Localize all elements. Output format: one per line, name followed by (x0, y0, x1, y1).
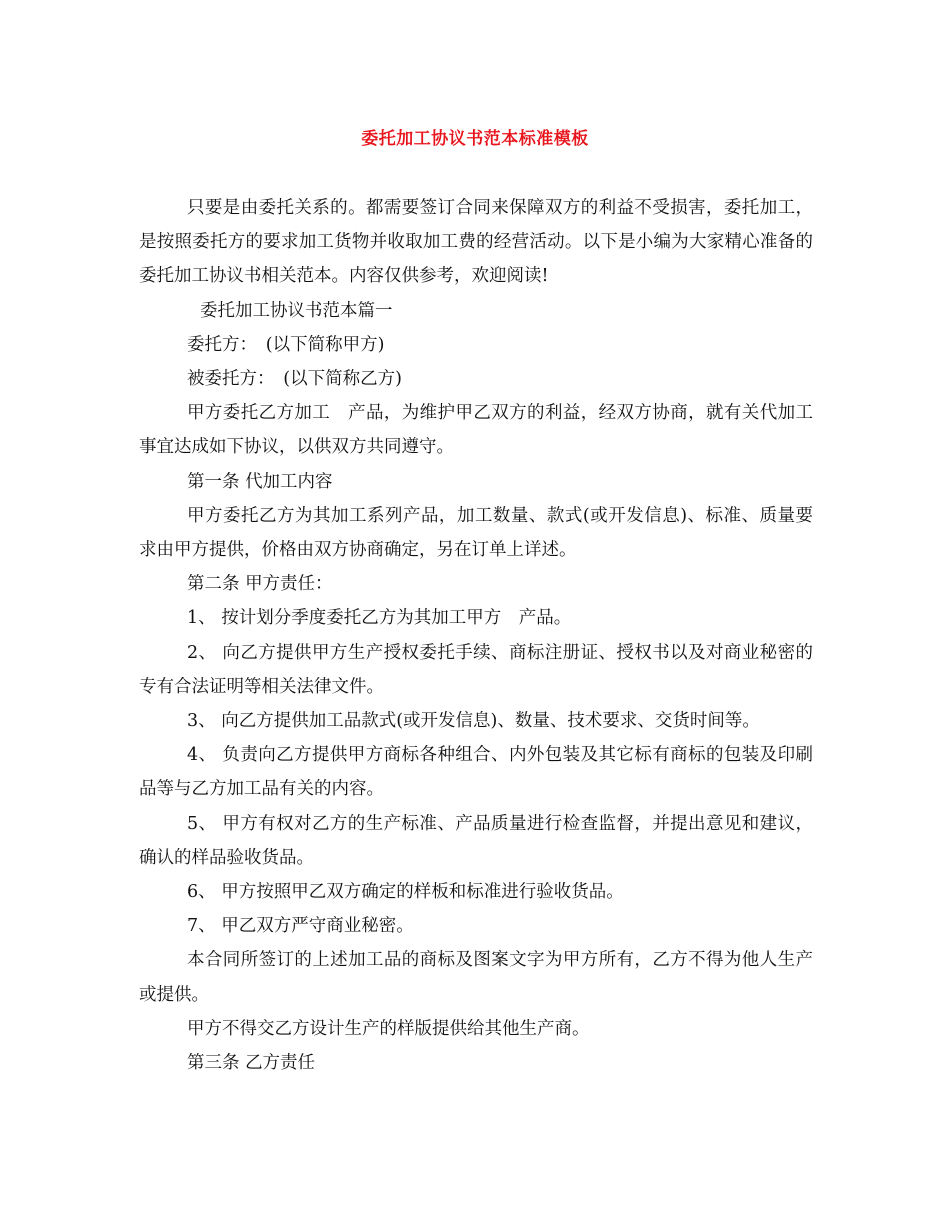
article-2-item-3: 3、 向乙方提供加工品款式(或开发信息)、数量、技术要求、交货时间等。 (187, 711, 760, 732)
article-1-content: 甲方委托乙方为其加工系列产品，加工数量、款式(或开发信息)、标准、质量要求由甲方提供，价格由双方协商确定，另在订单上详述。 (139, 505, 813, 561)
article-2-item-4: 4、 负责向乙方提供甲方商标各种组合、内外包装及其它标有商标的包装及印刷品等与乙方加工品有关的内容。 (139, 745, 813, 800)
article-1-heading: 第一条 代加工内容 (187, 471, 333, 492)
article-2-item-5: 5、 甲方有权对乙方的生产标准、产品质量进行检查监督，并提出意见和建议，确认的样品验收货品。 (139, 813, 813, 868)
section-subtitle: 委托加工协议书范本篇一 (200, 300, 393, 321)
document-title: 委托加工协议书范本标准模板 (361, 129, 589, 149)
trademark-clause: 本合同所签订的上述加工品的商标及图案文字为甲方所有，乙方不得为他人生产或提供。 (139, 950, 813, 1005)
article-2-heading: 第二条 甲方责任： (187, 574, 333, 595)
party-a-line: 委托方： (以下简称甲方) (187, 334, 385, 355)
party-b-line: 被委托方： (以下简称乙方) (187, 369, 402, 390)
agreement-preamble: 甲方委托乙方加工 产品，为维护甲乙双方的利益，经双方协商，就有关代加工事宜达成如下协议，以供双方共同遵守。 (139, 403, 813, 458)
intro-paragraph: 只要是由委托关系的。都需要签订合同来保障双方的利益不受损害，委托加工，是按照委托方的要求加工货物并收取加工费的经营活动。以下是小编为大家精心准备的委托加工协议书相关范本。内容仅供参考，欢迎阅读! (139, 198, 813, 287)
sample-clause: 甲方不得交乙方设计生产的样版提供给其他生产商。 (187, 1018, 590, 1039)
article-2-item-6: 6、 甲方按照甲乙双方确定的样板和标准进行验收货品。 (187, 882, 624, 903)
document-body (139, 191, 813, 1080)
article-2-item-2: 2、 向乙方提供甲方生产授权委托手续、商标注册证、授权书以及对商业秘密的专有合法证明等相关法律文件。 (139, 642, 813, 697)
article-2-item-7: 7、 甲乙双方严守商业秘密。 (187, 916, 414, 937)
article-2-item-1: 1、 按计划分季度委托乙方为其加工甲方 产品。 (187, 608, 572, 629)
article-3-heading: 第三条 乙方责任 (187, 1053, 316, 1074)
